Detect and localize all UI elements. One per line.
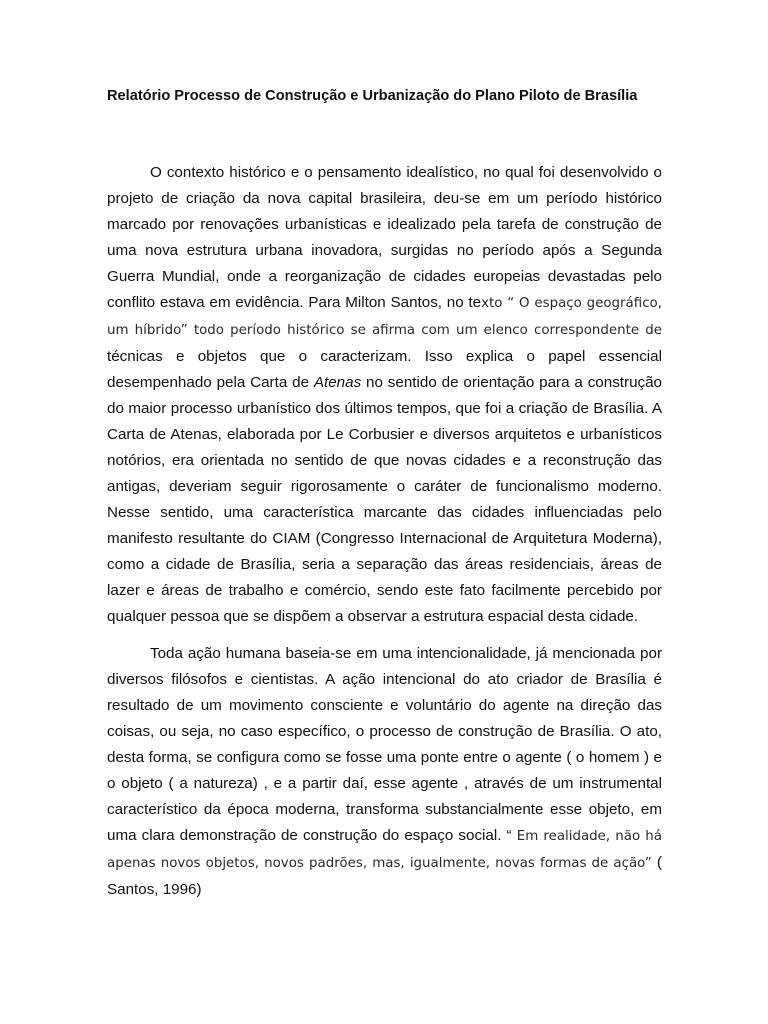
paragraph-2-text-a: Toda ação humana baseia-se em uma intencionalidade, já mencionada por diversos filósofos e cientistas. A ação intencional do ato criador de Brasília é resultado de um movimento consciente e voluntário do agente na direção das coisas, ou seja, no caso específico, o processo de construção de Brasília. O ato, desta forma, se configura como se fosse uma ponte entre o agente ( o homem ) e o objeto ( a natureza) , e a partir daí, esse agente , através de um instrumental característico da época moderna, transforma substancialmente esse objeto, em uma clara demonstração de construção do espaço social. “ bbox=[107, 645, 662, 844]
paragraph-1-italic: Atenas bbox=[313, 374, 362, 391]
paragraph-1-quote: xto “ O espaço geográfico, um híbrido” todo período histórico se afirma com um elenco correspondente de bbox=[107, 296, 663, 338]
paragraph-1-text-c: no sentido de orientação para a construção do maior processo urbanístico dos últimos tempos, que foi a criação de Brasília. A Carta de Atenas, elaborada por Le Corbusier e diversos arquitetos e urbanísticos notórios, era orientada no sentido de que novas cidades e a reconstrução das antigas, deveriam seguir rigorosamente o caráter de funcionalismo moderno. Nesse sentido, uma característica marcante das cidades influenciadas pelo manifesto resultante do CIAM (Congresso Internacional de Arquitetura Moderna), como a cidade de Brasília, seria a separação das áreas residenciais, áreas de lazer e áreas de trabalho e comércio, sendo este fato facilmente percebido por qualquer pessoa que se dispõem a observar a estrutura espacial desta cidade. bbox=[107, 374, 662, 625]
paragraph-2-quote: Em realidade, não há apenas novos objetos, novos padrões, mas, igualmente, novas formas de ação” bbox=[107, 829, 663, 871]
paragraph-1-text-b: técnicas e objetos que o caracterizam. Isso explica o papel essencial desempenhado pela Carta de bbox=[107, 348, 662, 391]
paragraph-1 bbox=[107, 160, 662, 630]
document-title: Relatório Processo de Construção e Urbanização do Plano Piloto de Brasília bbox=[107, 88, 638, 104]
paragraph-2 bbox=[107, 641, 662, 903]
paragraph-2-text-b: ( Santos, 1996) bbox=[107, 854, 662, 898]
paragraph-1-text-a: O contexto histórico e o pensamento idealístico, no qual foi desenvolvido o projeto de criação da nova capital brasileira, deu-se em um período histórico marcado por renovações urbanísticas e idealizado pela tarefa de construção de uma nova estrutura urbana inovadora, surgidas no período após a Segunda Guerra Mundial, onde a reorganização de cidades europeias devastadas pelo conflito estava em evidência. Para Milton Santos, no te bbox=[107, 164, 662, 311]
